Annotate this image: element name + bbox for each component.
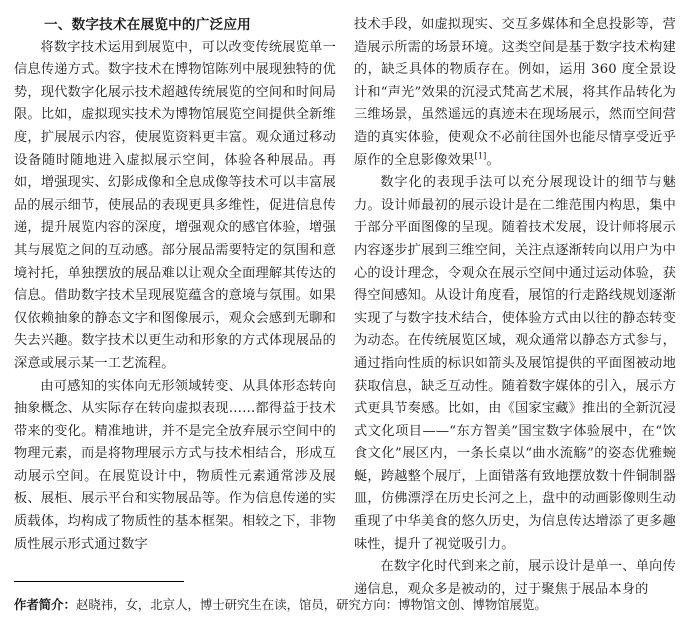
left-column bbox=[14, 14, 336, 556]
continuation-text: 技术手段，如虚拟现实、交互多媒体和全息投影等，营造展示所需的场景环境。这类空间是基于数字技术构建的，缺乏具体的物质存在。例如，运用 360 度全景设计和“声光”效果的沉浸式梵高艺术展，将其作品转化为三维场景，虽然遥远的真迹未在现场展示，然而空间营造的真实体验，使观众不必前往国外也能尽情享受近乎原作的全息影像效果 bbox=[354, 17, 676, 168]
footnote-text: 赵晓祎，女，北京人，博士研究生在读，馆员，研究方向：博物馆文创、博物馆展览。 bbox=[75, 597, 547, 612]
section-heading: 一、数字技术在展览中的广泛应用 bbox=[44, 17, 251, 33]
footnote-rule bbox=[14, 581, 184, 582]
paragraph: 数字化的表现手法可以充分展现设计的细节与魅力。设计师最初的展示设计是在二维范围内构思，集中于部分平面图像的呈现。随着技术发展，设计师将展示内容逐步扩展到三维空间，关注点逐渐转向以用户为中心的设计理念，令观众在展示空间中通过运动体验，获得空间感知。从设计角度看，展馆的行走路线规划逐渐实现了与数字技术结合，使体验方式由以往的静态转变为动态。在传统展览区域，观众通常以静态方式参与，通过指向性质的标识如箭头及展馆提供的平面图被动地获取信息，缺乏互动性。随着数字媒体的引入，展示方式更具节奏感。比如，由《国家宝藏》推出的全新沉浸式文化项目——“东方智美”国宝数字体验展中，在“饮食文化”展区内，一条长桌以“曲水流觞”的姿态优雅蜿蜒，跨越整个展厅，上面错落有致地摆放数十件铜制器皿，仿佛漂浮在历史长河之上，盘中的动画影像则生动重现了中华美食的悠久历史，为信息传达增添了更多趣味性，提升了视觉吸引力。 bbox=[354, 175, 676, 552]
footnote-label: 作者简介： bbox=[14, 597, 76, 612]
continuation-end: 。 bbox=[486, 152, 500, 168]
paragraph: 在数字化时代到来之前，展示设计是单一、单向传递信息，观众多是被动的，过于聚焦于展品本身的 bbox=[354, 559, 676, 597]
citation-marker: [1] bbox=[474, 151, 487, 161]
author-footnote bbox=[14, 596, 674, 614]
paragraph: 将数字技术运用到展览中，可以改变传统展览单一信息传递方式。数字技术在博物馆陈列中展现独特的优势，现代数字化展示技术超越传统展览的空间和时间局限。比如，虚拟现实技术为博物馆展览空间提供全新维度，扩展展示内容，使展览资料更丰富。观众通过移动设备随时随地进入虚拟展示空间，体验各种展品。再如，增强现实、幻影成像和全息成像等技术可以丰富展品的展示细节，使展品的表现更具多维性，促进信息传递，提升展览内容的深度，增强观众的感官体验，增强其与展览之间的互动感。部分展品需要特定的氛围和意境衬托，单独摆放的展品难以让观众全面理解其传达的信息。借助数字技术呈现展览蕴含的意境与氛围。如果仅依赖抽象的静态文字和图像展示，观众会感到无聊和失去兴趣。数字技术以更生动和形象的方式体现展品的深意或展示某一工艺流程。 bbox=[14, 39, 336, 371]
paragraph-continuation bbox=[354, 14, 676, 172]
right-column bbox=[354, 14, 676, 601]
paragraph: 由可感知的实体向无形领域转变、从具体形态转向抽象概念、从实际存在转向虚拟表现……都得益于技术带来的变化。精准地讲，并不是完全放弃展示空间中的物理元素，而是将物理展示方式与技术相结合，形成互动展示空间。在展览设计中，物质性元素通常涉及展板、展柜、展示平台和实物展品等。作为信息传递的实质载体，均构成了物质性的基本框架。相较之下，非物质性展示形式通过数字 bbox=[14, 378, 336, 552]
